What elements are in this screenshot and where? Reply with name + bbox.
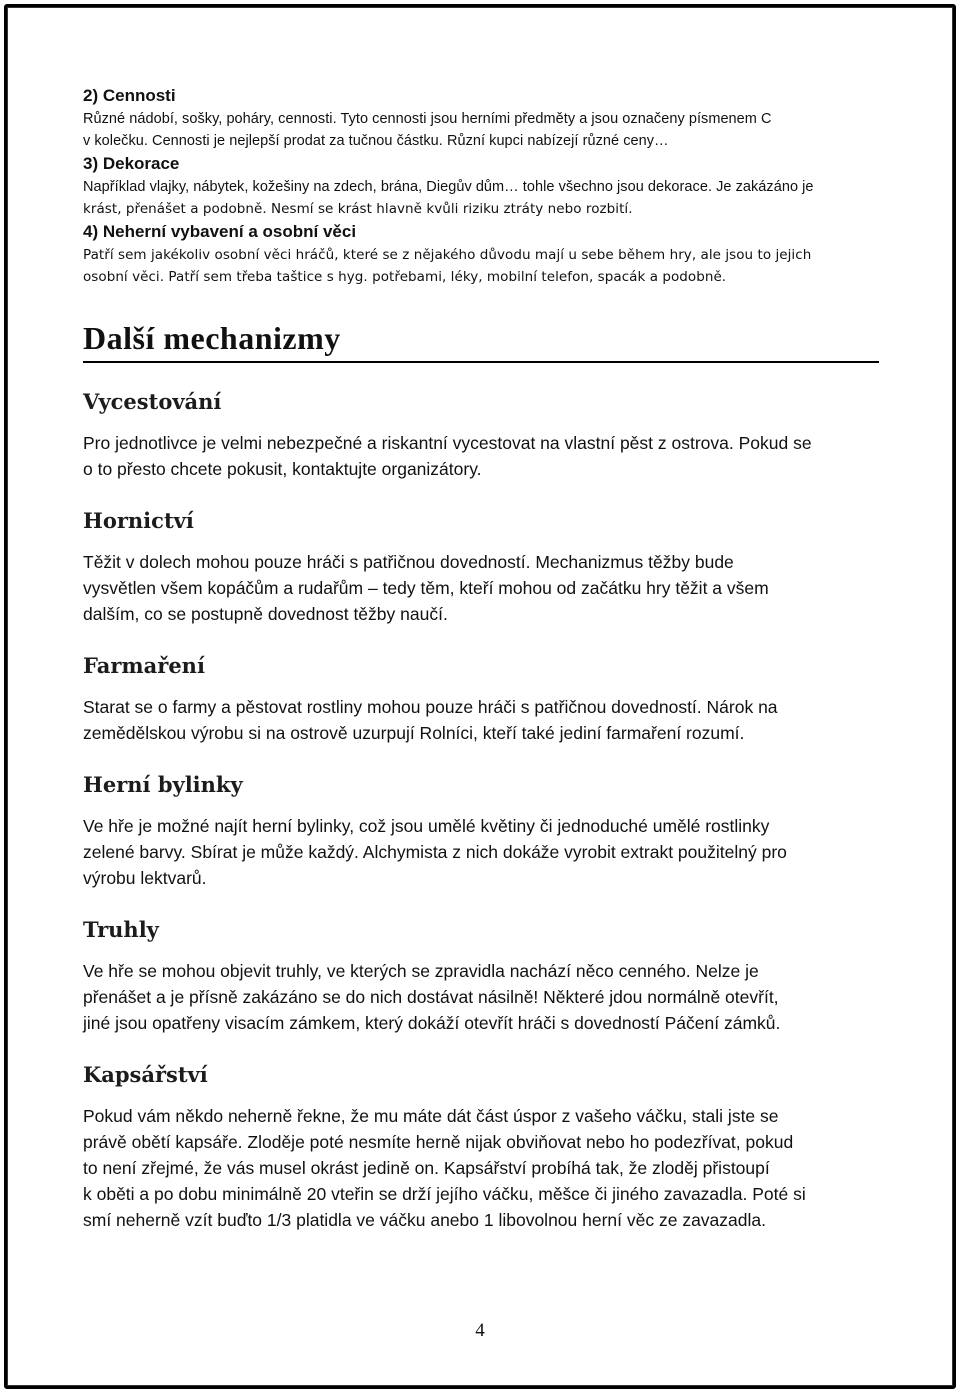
mechanism-title: Farmaření xyxy=(83,653,205,678)
mechanism-line: Starat se o farmy a pěstovat rostliny mohou pouze hráči s patřičnou dovedností. Nárok na xyxy=(83,697,778,717)
mechanism-title: Kapsářství xyxy=(83,1062,208,1087)
section-line: Například vlajky, nábytek, kožešiny na zdech, brána, Diegův dům… tohle všechno jsou dekorace. Je zakázáno je xyxy=(83,179,814,195)
mechanism-line: zelené barvy. Sbírat je může každý. Alchymista z nich dokáže vyrobit extrakt použitelný pro xyxy=(83,842,787,862)
section-heading: 2) Cennosti xyxy=(83,86,176,105)
mechanism-line: jiné jsou opatřeny visacím zámkem, který dokáží otevřít hráči s dovedností Páčení zámků. xyxy=(83,1013,781,1033)
page-number: 4 xyxy=(475,1320,485,1341)
mechanism-hornictvi xyxy=(83,508,883,627)
mechanism-title: Herní bylinky xyxy=(83,772,243,797)
mechanism-line: to není zřejmé, že vás musel okrást jedině on. Kapsářství probíhá tak, že zloděj přistoupí xyxy=(83,1158,770,1178)
mechanism-line: Pokud vám někdo neherně řekne, že mu máte dát část úspor z vašeho váčku, stali jste se xyxy=(83,1106,779,1126)
mechanism-title: Hornictví xyxy=(83,508,194,533)
mechanism-line: přenášet a je přísně zakázáno se do nich dostávat násilně! Některé jdou normálně otevřít, xyxy=(83,987,779,1007)
mechanism-line: k oběti a po dobu minimálně 20 vteřin se drží jejího váčku, měšce či jiného zavazadla. Poté si xyxy=(83,1184,806,1204)
section-heading: 4) Neherní vybavení a osobní věci xyxy=(83,222,357,241)
mechanism-title: Truhly xyxy=(83,917,159,942)
mechanism-herni-bylinky xyxy=(83,772,883,891)
mechanism-line: zemědělskou výrobu si na ostrově uzurpují Rolníci, kteří také jediní farmaření rozumí. xyxy=(83,723,745,743)
mechanism-line: Pro jednotlivce je velmi nebezpečné a riskantní vycestovat na vlastní pěst z ostrova. Pokud se xyxy=(83,433,812,453)
mechanism-line: výrobu lektvarů. xyxy=(83,868,207,888)
mechanism-line: Těžit v dolech mohou pouze hráči s patřičnou dovedností. Mechanizmus těžby bude xyxy=(83,552,734,572)
section-neherni-vybaveni xyxy=(83,220,883,288)
mechanism-line: smí neherně vzít buďto 1/3 platidla ve váčku anebo 1 libovolnou herní věc ze zavazadla. xyxy=(83,1210,766,1230)
section-line: Patří sem jakékoliv osobní věci hráčů, které se z nějakého důvodu mají u sebe během hry, ale jsou to jejich xyxy=(83,247,812,263)
mechanism-kapsarstvi xyxy=(83,1062,883,1233)
mechanism-line: dalším, co se postupně dovednost těžby naučí. xyxy=(83,604,448,624)
mechanism-line: Ve hře je možné najít herní bylinky, což jsou umělé květiny či jednoduché umělé rostlinky xyxy=(83,816,770,836)
section-line: Různé nádobí, sošky, poháry, cennosti. Tyto cennosti jsou herními předměty a jsou označeny písmenem C xyxy=(83,111,772,127)
mechanism-truhly xyxy=(83,917,883,1036)
section-heading: 3) Dekorace xyxy=(83,154,180,173)
mechanism-title: Vycestování xyxy=(83,389,222,414)
section-line: krást, přenášet a podobně. Nesmí se krást hlavně kvůli riziku ztráty nebo rozbití. xyxy=(83,201,633,217)
section-dekorace xyxy=(83,152,883,220)
mechanism-line: právě obětí kapsáře. Zloděje poté nesmíte herně nijak obviňovat nebo ho podezřívat, pokud xyxy=(83,1132,794,1152)
mechanism-line: o to přesto chcete pokusit, kontaktujte organizátory. xyxy=(83,459,482,479)
section-cennosti xyxy=(83,84,883,152)
mechanism-line: Ve hře se mohou objevit truhly, ve kterých se zpravidla nachází něco cenného. Nelze je xyxy=(83,961,759,981)
section-line: osobní věci. Patří sem třeba taštice s hyg. potřebami, léky, mobilní telefon, spacák a podobně. xyxy=(83,269,727,285)
mechanism-farmareni xyxy=(83,653,883,746)
document-content xyxy=(83,84,883,1233)
mechanism-line: vysvětlen všem kopáčům a rudařům – tedy těm, kteří mohou od začátku hry těžit a všem xyxy=(83,578,769,598)
section-line: v kolečku. Cennosti je nejlepší prodat za tučnou částku. Různí kupci nabízejí různé ceny… xyxy=(83,133,669,149)
mechanism-vycestovani xyxy=(83,389,883,482)
main-title: Další mechanizmy xyxy=(83,320,879,363)
